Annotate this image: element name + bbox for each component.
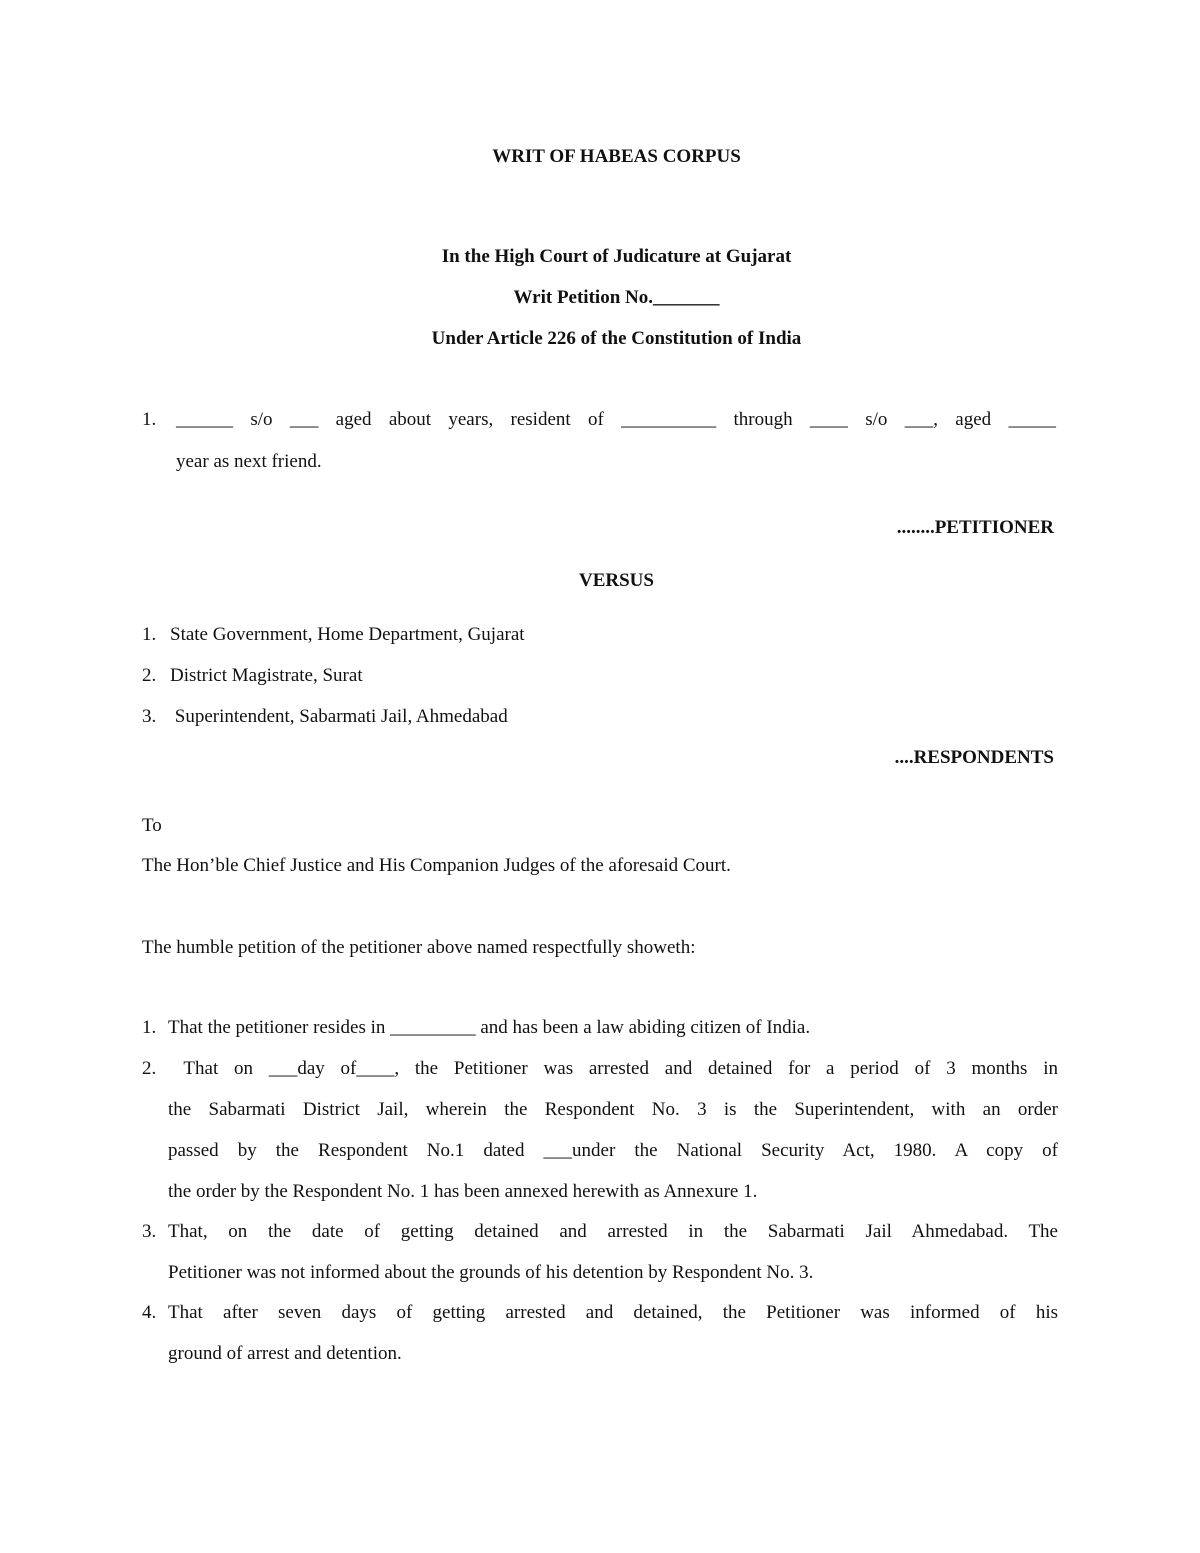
paragraph-line: That on ___day of____, the Petitioner was arrested and detained for a period of 3 months in — [168, 1058, 1058, 1079]
court-name: In the High Court of Judicature at Gujarat — [441, 246, 792, 267]
paragraph-number: 4. — [142, 1302, 157, 1323]
petitioner-number: 1. — [142, 409, 157, 430]
document-title: WRIT OF HABEAS CORPUS — [492, 146, 741, 167]
respondent-number: 2. — [142, 665, 157, 686]
paragraph-line: That after seven days of getting arrested and detained, the Petitioner was informed of his — [168, 1302, 1058, 1323]
paragraph-line: Petitioner was not informed about the grounds of his detention by Respondent No. 3. — [168, 1262, 814, 1283]
respondent-number: 3. — [142, 706, 157, 727]
addressee: The Hon’ble Chief Justice and His Companion Judges of the aforesaid Court. — [142, 855, 731, 876]
article-reference: Under Article 226 of the Constitution of India — [431, 328, 802, 349]
petitioner-line-2: year as next friend. — [176, 451, 322, 472]
salutation-to: To — [142, 815, 162, 836]
respondent-number: 1. — [142, 624, 157, 645]
respondent-item: Superintendent, Sabarmati Jail, Ahmedabad — [170, 706, 508, 727]
respondents-label: ....RESPONDENTS — [894, 747, 1054, 768]
versus-heading: VERSUS — [579, 570, 654, 591]
petitioner-line-1: ______ s/o ___ aged about years, resident of __________ through ____ s/o ___, aged _____ — [176, 409, 1056, 430]
petitioner-label: ........PETITIONER — [896, 517, 1054, 538]
respondent-item: District Magistrate, Surat — [170, 665, 363, 686]
paragraph-number: 3. — [142, 1221, 157, 1242]
paragraph-number: 2. — [142, 1058, 157, 1079]
paragraph-line: the Sabarmati District Jail, wherein the Respondent No. 3 is the Superintendent, with an order — [168, 1099, 1058, 1120]
paragraph-line: That the petitioner resides in _________ and has been a law abiding citizen of India. — [168, 1017, 811, 1038]
paragraph-line: the order by the Respondent No. 1 has been annexed herewith as Annexure 1. — [168, 1181, 758, 1202]
petition-number: Writ Petition No._______ — [513, 287, 720, 308]
petition-intro: The humble petition of the petitioner above named respectfully showeth: — [142, 937, 696, 958]
respondent-item: State Government, Home Department, Gujarat — [170, 624, 525, 645]
paragraph-line: passed by the Respondent No.1 dated ___under the National Security Act, 1980. A copy of — [168, 1140, 1058, 1161]
paragraph-line: ground of arrest and detention. — [168, 1343, 402, 1364]
paragraph-line: That, on the date of getting detained and arrested in the Sabarmati Jail Ahmedabad. The — [168, 1221, 1058, 1242]
paragraph-number: 1. — [142, 1017, 157, 1038]
